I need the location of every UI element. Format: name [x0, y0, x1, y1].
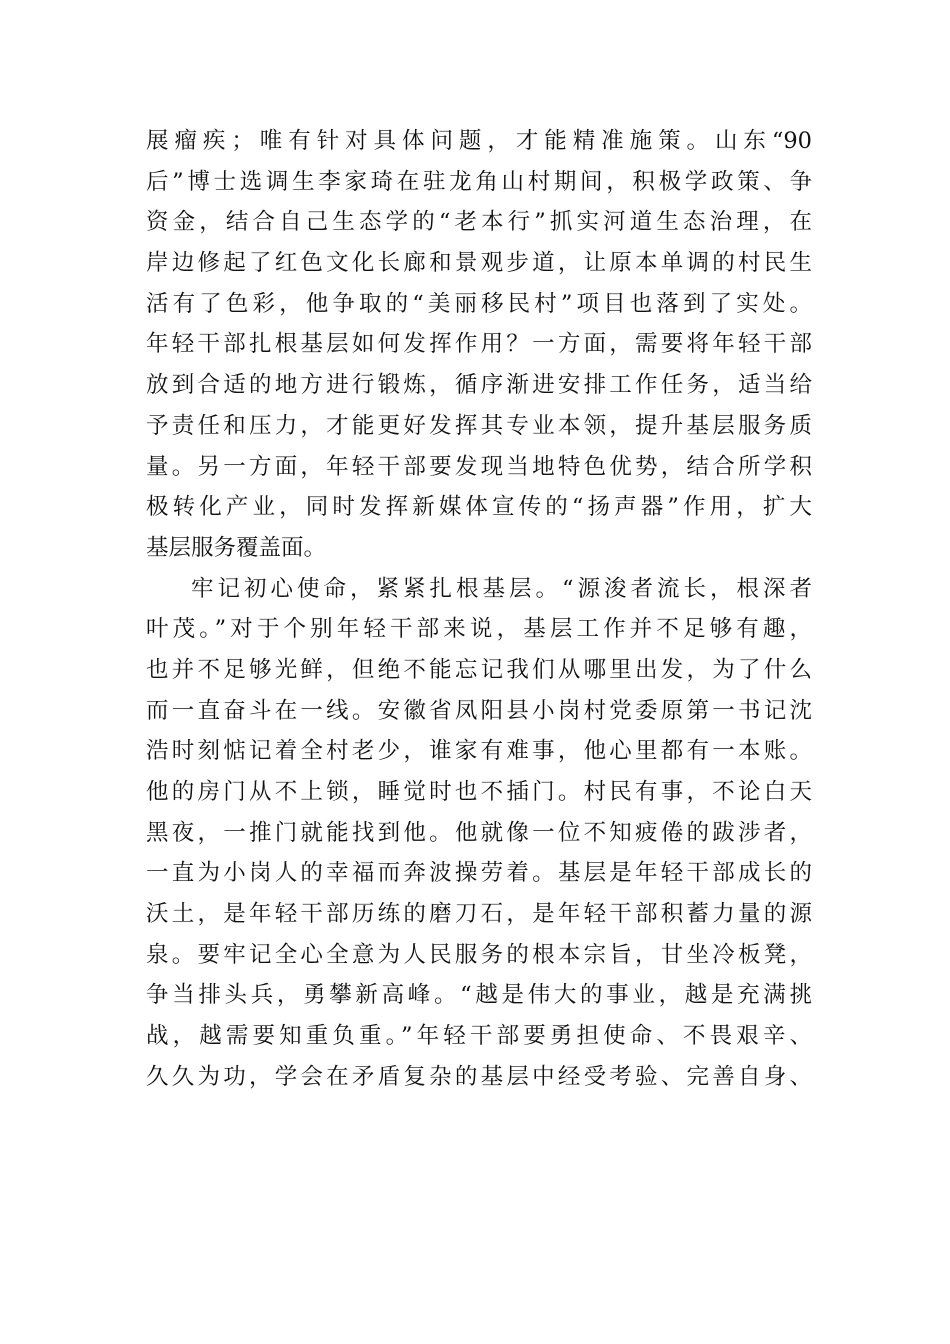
text-line: 资金，结合自己生态学的“老本行”抓实河道生态治理，在: [146, 209, 812, 236]
text-line: 争当排头兵，勇攀新高峰。“越是伟大的事业，越是充满挑: [146, 982, 812, 1009]
text-line: 予责任和压力，才能更好发挥其专业本领，提升基层服务质: [146, 412, 812, 439]
text-line: 也并不足够光鲜，但绝不能忘记我们从哪里出发，为了什么: [146, 656, 812, 683]
text-line: 一直为小岗人的幸福而奔波操劳着。基层是年轻干部成长的: [146, 860, 812, 887]
text-line: 沃土，是年轻干部历练的磨刀石，是年轻干部积蓄力量的源: [146, 901, 812, 928]
text-line: 叶茂。”对于个别年轻干部来说，基层工作并不足够有趣，: [146, 616, 812, 643]
text-line: 久久为功，学会在矛盾复杂的基层中经受考验、完善自身、: [146, 1063, 812, 1090]
text-line: 黑夜，一推门就能找到他。他就像一位不知疲倦的跋涉者，: [146, 819, 812, 846]
text-line: 放到合适的地方进行锻炼，循序渐进安排工作任务，适当给: [146, 372, 812, 399]
text-line: 极转化产业，同时发挥新媒体宣传的“扬声器”作用，扩大: [146, 494, 812, 521]
text-line: 战，越需要知重负重。”年轻干部要勇担使命、不畏艰辛、: [146, 1023, 812, 1050]
text-line: 年轻干部扎根基层如何发挥作用？一方面，需要将年轻干部: [146, 331, 812, 358]
text-line: 岸边修起了红色文化长廊和景观步道，让原本单调的村民生: [146, 250, 812, 277]
body-text: [146, 121, 812, 1098]
text-line: 而一直奋斗在一线。安徽省凤阳县小岗村党委原第一书记沈: [146, 697, 812, 724]
text-line: 量。另一方面，年轻干部要发现当地特色优势，结合所学积: [146, 453, 812, 480]
text-line: 泉。要牢记全心全意为人民服务的根本宗旨，甘坐冷板凳，: [146, 941, 812, 968]
paragraph-start-line: 牢记初心使命，紧紧扎根基层。“源浚者流长，根深者: [191, 575, 812, 602]
text-line: 活有了色彩，他争取的“美丽移民村”项目也落到了实处。: [146, 290, 812, 317]
text-line: 他的房门从不上锁，睡觉时也不插门。村民有事，不论白天: [146, 779, 812, 805]
text-line: 后”博士选调生李家琦在驻龙角山村期间，积极学政策、争: [146, 168, 812, 195]
text-line: 浩时刻惦记着全村老少，谁家有难事，他心里都有一本账。: [146, 738, 812, 765]
text-line: 展瘤疾；唯有针对具体问题，才能精准施策。山东“90: [146, 128, 812, 154]
text-line: 基层服务覆盖面。: [146, 534, 327, 561]
